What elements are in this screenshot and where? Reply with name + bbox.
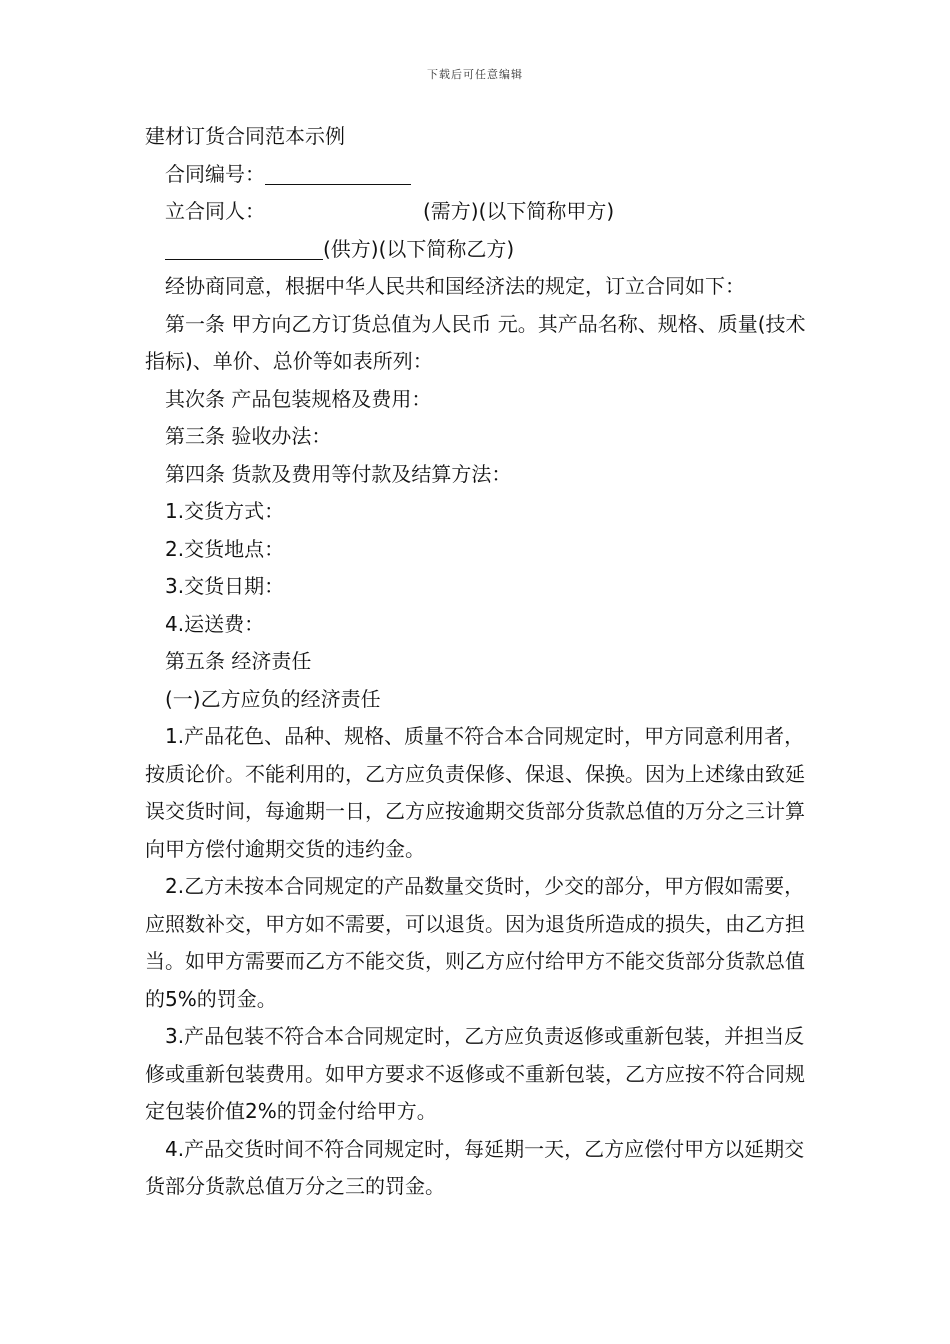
contract-number-line [145, 156, 810, 194]
clause-paragraph: 2.乙方未按本合同规定的产品数量交货时，少交的部分，甲方假如需要，应照数补交，甲方如不需要，可以退货。因为退货所造成的损失，由乙方担当。如甲方需要而乙方不能交货，则乙方应付给甲方不能交货部分货款总值的5%的罚金。 [145, 874, 805, 1011]
article-2: 其次条 产品包装规格及费用： [165, 386, 432, 411]
party-b-line [145, 231, 810, 269]
contract-body [145, 118, 810, 1206]
article-1: 第一条 甲方向乙方订货总值为人民币 元。其产品名称、规格、质量(技术指标)、单价、总价等如表所列： [145, 311, 806, 373]
header-note: 下载后可任意编辑 [427, 68, 523, 81]
article-4: 第四条 货款及费用等付款及结算方法： [165, 461, 512, 486]
party-a-label: 立合同人： [165, 199, 265, 223]
delivery-item: 3.交货日期： [165, 574, 285, 598]
delivery-item: 2.交货地点： [165, 536, 285, 561]
delivery-item: 4.运送费： [165, 611, 265, 636]
clause-paragraph: 1.产品花色、品种、规格、质量不符合本合同规定时，甲方同意利用者，按质论价。不能利用的，乙方应负责保修、保退、保换。因为上述缘由致延误交货时间，每逾期一日，乙方应按逾期交货部分货款总值的万分之三计算向甲方偿付逾期交货的违约金。 [145, 724, 805, 861]
party-a-line [145, 193, 810, 231]
party-b-suffix: (供方)(以下简称乙方) [323, 236, 515, 261]
document-title: 建材订货合同范本示例 [145, 124, 345, 148]
article-3: 第三条 验收办法： [165, 424, 332, 448]
clause-paragraph: 3.产品包装不符合本合同规定时，乙方应负责返修或重新包装，并担当反修或重新包装费用。如甲方要求不返修或不重新包装，乙方应按不符合同规定包装价值2%的罚金付给甲方。 [145, 1024, 805, 1123]
party-a-suffix: (需方)(以下简称甲方) [423, 199, 615, 223]
contract-number-blank [265, 162, 411, 185]
section-heading: (一)乙方应负的经济责任 [165, 686, 381, 711]
article-5: 第五条 经济责任 [165, 649, 312, 673]
intro-paragraph: 经协商同意，根据中华人民共和国经济法的规定，订立合同如下： [165, 274, 745, 298]
contract-number-label: 合同编号： [165, 161, 265, 186]
delivery-item: 1.交货方式： [165, 499, 285, 523]
clause-paragraph: 4.产品交货时间不符合同规定时，每延期一天，乙方应偿付甲方以延期交货部分货款总值万分之三的罚金。 [145, 1136, 805, 1198]
party-b-blank [165, 237, 323, 260]
